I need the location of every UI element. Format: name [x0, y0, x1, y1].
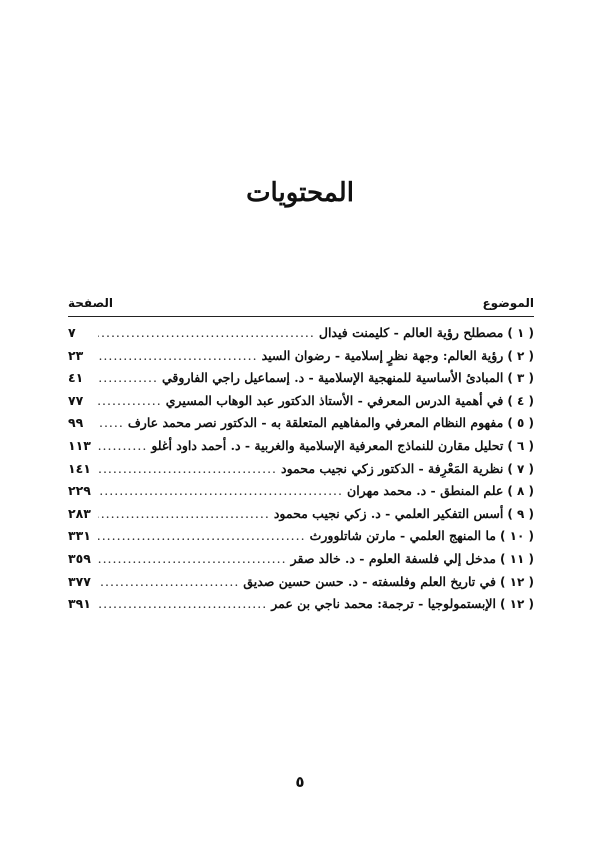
toc-entry-6: [68, 438, 534, 461]
entry-page: ١٤١: [68, 460, 91, 476]
dot-leader: [98, 596, 267, 612]
toc-entry-8: [68, 483, 534, 506]
dot-leader: [98, 551, 287, 567]
entry-title: رؤية العالم: وجهة نظرٍ إسلامية - رضوان السيد: [261, 347, 504, 363]
toc-entry-11: [68, 551, 534, 574]
topic-column-label: الموضوع: [482, 296, 534, 310]
entry-number: ( ٧ ): [507, 461, 534, 476]
entry-page: ٣٣١: [68, 528, 91, 544]
dot-leader: [98, 393, 162, 409]
entry-title: أسس التفكير العلمي - د. زكي نجيب محمود: [273, 505, 504, 521]
entry-page: ٢٢٩: [68, 483, 91, 499]
dot-leader: [98, 506, 270, 522]
toc-entry-1: [68, 325, 534, 348]
entry-title: الإبستمولوجيا - ترجمة: محمد ناجي بن عمر: [271, 596, 496, 612]
entry-number: ( ١٠ ): [500, 529, 534, 544]
entry-page: ٧٧: [68, 392, 84, 408]
entry-page: ٢٣: [68, 347, 84, 363]
dot-leader: [98, 483, 343, 499]
entry-page: ٣٩١: [68, 596, 91, 612]
page-column-label: الصفحة: [68, 296, 114, 310]
toc-entry-3: [68, 370, 534, 393]
entry-title: ما المنهج العلمي - مارتن شاتلوورث: [309, 528, 496, 544]
entry-number: ( ١٢ ): [500, 574, 534, 589]
entry-number: ( ٢ ): [507, 348, 534, 363]
entry-title: تحليل مقارن للنماذج المعرفية الإسلامية والغربية - د. أحمد داود أغلو: [151, 437, 504, 453]
entry-title: المبادئ الأساسية للمنهجية الإسلامية - د. إسماعيل راجي الفاروقي: [161, 370, 504, 386]
toc-entry-13: [68, 596, 534, 619]
entry-title: في أهمية الدرس المعرفي - الأستاذ الدكتور عبد الوهاب المسيري: [165, 392, 504, 408]
header-divider: [68, 316, 534, 317]
entry-title: علم المنطق - د. محمد مهران: [347, 483, 504, 499]
dot-leader: [98, 348, 258, 364]
entry-number: ( ٥ ): [507, 416, 534, 431]
toc-entry-4: [68, 393, 534, 416]
dot-leader: [98, 438, 147, 454]
entry-page: ٩٩: [68, 415, 84, 431]
dot-leader: [98, 461, 277, 477]
toc-entry-7: [68, 461, 534, 484]
entry-page: ٣٧٧: [68, 573, 91, 589]
toc-entry-10: [68, 528, 534, 551]
toc-entry-9: [68, 506, 534, 529]
entry-number: ( ٨ ): [507, 484, 534, 499]
page-number: ٥: [295, 773, 305, 791]
dot-leader: [98, 528, 306, 544]
table-of-contents: [68, 325, 534, 619]
toc-entry-2: [68, 348, 534, 371]
entry-number: ( ١١ ): [500, 551, 534, 566]
entry-number: ( ١٢ ): [500, 597, 534, 612]
dot-leader: [98, 370, 158, 386]
entry-number: ( ٤ ): [507, 393, 534, 408]
entry-number: ( ١ ): [507, 326, 534, 340]
entry-number: ( ٦ ): [507, 438, 534, 453]
entry-title: في تاريخ العلم وفلسفته - د. حسن حسين صديق: [243, 573, 496, 589]
entry-number: ( ٣ ): [507, 371, 534, 386]
toc-header: [68, 294, 534, 316]
entry-title: مدخل إلي فلسفة العلوم - د. خالد صقر: [290, 550, 496, 566]
toc-entry-12: [68, 574, 534, 597]
entry-page: ٧: [68, 325, 76, 340]
dot-leader: [98, 415, 124, 431]
entry-page: ٣٥٩: [68, 550, 91, 566]
entry-page: ٤١: [68, 370, 84, 386]
page-title: المحتويات: [246, 178, 354, 208]
dot-leader: [98, 574, 239, 590]
toc-entry-5: [68, 415, 534, 438]
dot-leader: [98, 325, 315, 341]
entry-page: ١١٣: [68, 437, 91, 453]
entry-page: ٢٨٣: [68, 505, 91, 521]
entry-title: مفهوم النظام المعرفي والمفاهيم المتعلقة به - الدكتور نصر محمد عارف: [127, 415, 504, 431]
entry-title: نظرية المَعْرِفة - الدكتور زكي نجيب محمود: [281, 460, 504, 476]
entry-title: مصطلح رؤية العالم - كليمنت فيدال: [318, 325, 504, 340]
entry-number: ( ٩ ): [507, 506, 534, 521]
